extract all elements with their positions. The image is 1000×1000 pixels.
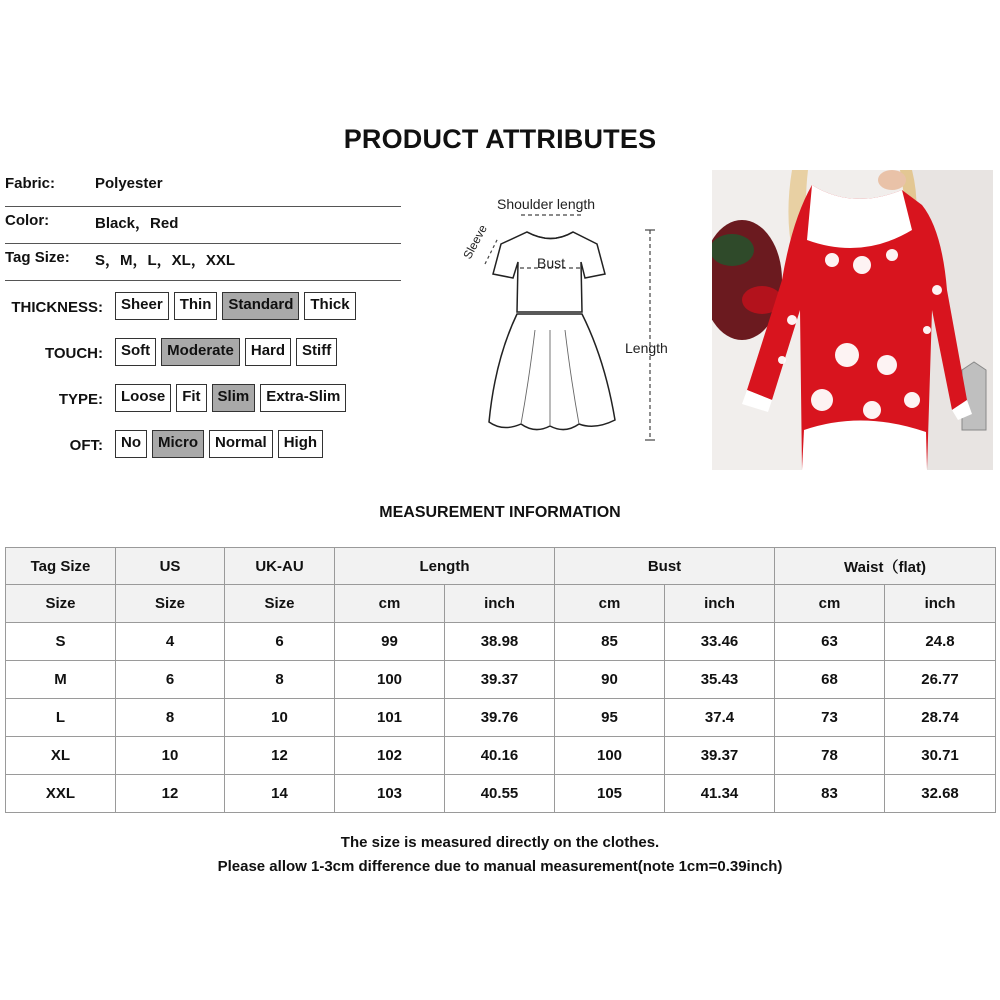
table-cell: 63 — [775, 623, 885, 661]
hand — [878, 170, 906, 190]
page-title: PRODUCT ATTRIBUTES — [343, 124, 657, 154]
option-chip: Thick — [304, 292, 355, 320]
table-cell: 24.8 — [885, 623, 996, 661]
table-row — [6, 661, 996, 699]
table-cell: 8 — [225, 661, 335, 699]
table-cell: 35.43 — [665, 661, 775, 699]
table-cell: 100 — [555, 737, 665, 775]
attr-fabric — [5, 170, 401, 207]
table-cell: 102 — [335, 737, 445, 775]
table-cell: 8 — [116, 699, 225, 737]
type-label: TYPE: — [58, 391, 103, 408]
touch-label: TOUCH: — [44, 345, 103, 362]
option-chip: Loose — [115, 384, 171, 412]
option-chip: Sheer — [115, 292, 169, 320]
table-header-cell: Waist（flat) — [775, 548, 996, 585]
table-header-cell: UK-AU — [225, 548, 335, 585]
table-cell: 40.16 — [445, 737, 555, 775]
table-header-row — [6, 548, 996, 585]
option-chip: Normal — [209, 430, 273, 458]
option-chip: Extra-Slim — [260, 384, 346, 412]
table-cell: S — [6, 623, 116, 661]
option-chip-selected: Moderate — [161, 338, 240, 366]
option-chip: Soft — [115, 338, 156, 366]
thickness-label: THICKNESS: — [11, 299, 103, 316]
table-row — [6, 699, 996, 737]
dress-bodice — [493, 232, 605, 312]
table-cell: 30.71 — [885, 737, 996, 775]
note-allowance: Please allow 1-3cm difference due to manual measurement(note 1cm=0.39inch) — [217, 858, 783, 875]
table-header-cell: cm — [775, 585, 885, 623]
length-label: Length — [625, 340, 668, 356]
table-cell: 6 — [116, 661, 225, 699]
table-header-cell: inch — [665, 585, 775, 623]
table-cell: 12 — [225, 737, 335, 775]
option-chip-selected: Slim — [212, 384, 256, 412]
table-cell: 26.77 — [885, 661, 996, 699]
table-header-cell: Bust — [555, 548, 775, 585]
table-cell: L — [6, 699, 116, 737]
table-header-cell: inch — [445, 585, 555, 623]
table-cell: 4 — [116, 623, 225, 661]
table-row — [6, 623, 996, 661]
table-cell: 39.37 — [665, 737, 775, 775]
table-subheader-row — [6, 585, 996, 623]
table-cell: 10 — [225, 699, 335, 737]
table-header-cell: cm — [335, 585, 445, 623]
table-cell: 6 — [225, 623, 335, 661]
bust-label: Bust — [537, 255, 566, 271]
option-chip: Hard — [245, 338, 291, 366]
type-options — [115, 384, 346, 412]
table-cell: 41.34 — [665, 775, 775, 813]
table-header-cell: cm — [555, 585, 665, 623]
table-header-cell: inch — [885, 585, 996, 623]
table-row — [6, 775, 996, 813]
table-cell: 40.55 — [445, 775, 555, 813]
thickness-options — [115, 292, 356, 320]
product-photo — [712, 170, 993, 470]
measurement-title: MEASUREMENT INFORMATION — [379, 504, 621, 521]
table-cell: 10 — [116, 737, 225, 775]
attr-value: Polyester — [95, 175, 163, 192]
table-cell: 95 — [555, 699, 665, 737]
table-cell: 12 — [116, 775, 225, 813]
attr-key: Color: — [5, 212, 50, 229]
shoulder-length-label: Shoulder length — [497, 196, 596, 212]
option-chip: No — [115, 430, 147, 458]
measurement-table — [5, 547, 996, 813]
table-header-cell: Length — [335, 548, 555, 585]
table-cell: 101 — [335, 699, 445, 737]
table-cell: 14 — [225, 775, 335, 813]
table-cell: 28.74 — [885, 699, 996, 737]
table-cell: 105 — [555, 775, 665, 813]
table-cell: 32.68 — [885, 775, 996, 813]
option-chip-selected: Micro — [152, 430, 204, 458]
table-cell: XXL — [6, 775, 116, 813]
option-chip-selected: Standard — [222, 292, 299, 320]
sleeve-label: Sleeve — [460, 222, 490, 262]
note-measure: The size is measured directly on the clothes. — [340, 834, 660, 851]
table-cell: 83 — [775, 775, 885, 813]
dress-size-diagram — [455, 190, 695, 450]
dress-skirt — [489, 314, 615, 430]
table-header-cell: Size — [225, 585, 335, 623]
table-header-cell: Size — [6, 585, 116, 623]
attr-value: Black，Red — [95, 215, 179, 232]
option-chip: Fit — [176, 384, 206, 412]
table-cell: 73 — [775, 699, 885, 737]
table-cell: M — [6, 661, 116, 699]
table-cell: 103 — [335, 775, 445, 813]
table-cell: 68 — [775, 661, 885, 699]
option-chip: High — [278, 430, 323, 458]
table-cell: 39.37 — [445, 661, 555, 699]
table-cell: 99 — [335, 623, 445, 661]
touch-options — [115, 338, 337, 366]
table-header-cell: Tag Size — [6, 548, 116, 585]
attr-value: S，M，L，XL，XXL — [95, 252, 236, 269]
option-chip: Stiff — [296, 338, 337, 366]
oft-label: OFT: — [69, 437, 103, 454]
table-cell: 90 — [555, 661, 665, 699]
table-header-cell: US — [116, 548, 225, 585]
attr-tag-size — [5, 244, 401, 281]
table-cell: 39.76 — [445, 699, 555, 737]
option-chip: Thin — [174, 292, 218, 320]
attr-key: Fabric: — [5, 175, 56, 192]
oft-options — [115, 430, 323, 458]
attr-color — [5, 207, 401, 244]
table-cell: 37.4 — [665, 699, 775, 737]
table-cell: 78 — [775, 737, 885, 775]
table-cell: 33.46 — [665, 623, 775, 661]
table-header-cell: Size — [116, 585, 225, 623]
attr-key: Tag Size: — [5, 249, 70, 266]
table-cell: XL — [6, 737, 116, 775]
table-cell: 100 — [335, 661, 445, 699]
table-row — [6, 737, 996, 775]
table-cell: 85 — [555, 623, 665, 661]
table-cell: 38.98 — [445, 623, 555, 661]
